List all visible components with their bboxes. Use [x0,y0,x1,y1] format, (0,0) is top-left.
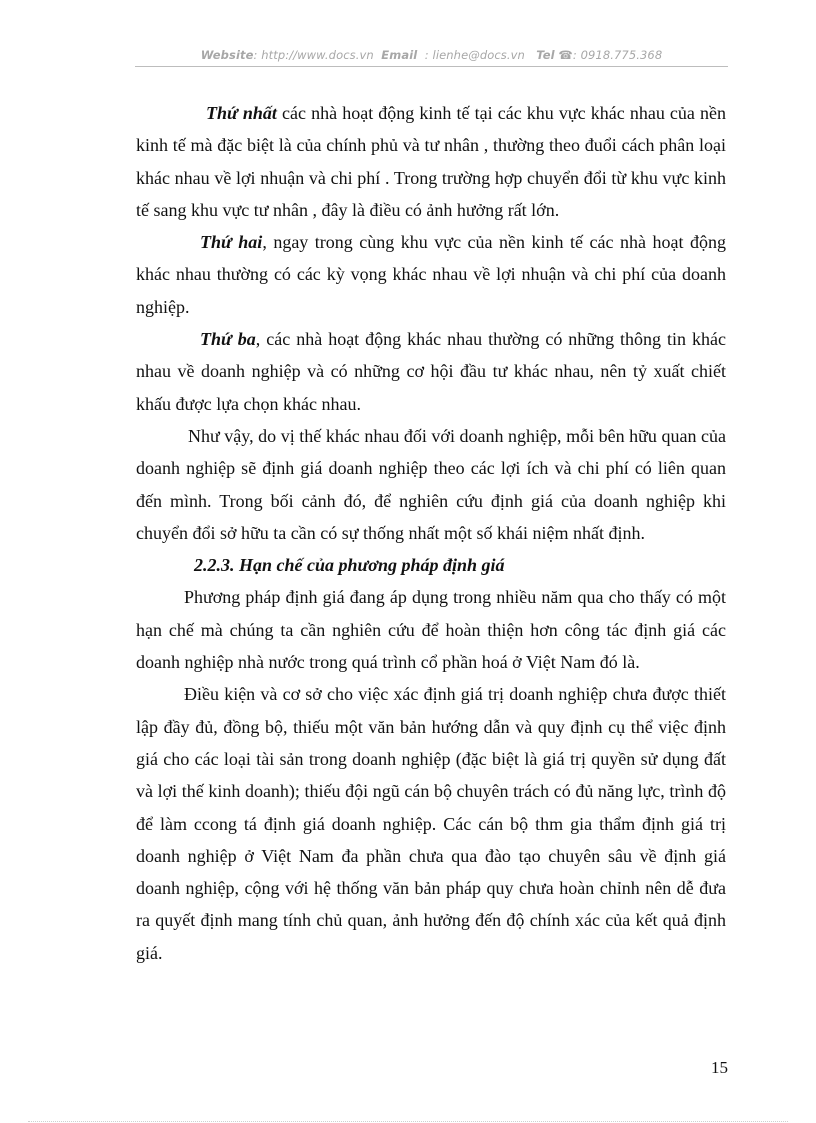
website-label: Website [200,48,254,62]
email-link[interactable]: : lienhe@docs.vn [424,48,525,62]
lead-second: Thứ hai [200,232,263,253]
paragraph-first-text: các nhà hoạt động kinh tế tại các khu vực khác nhau của nền kinh tế mà đặc biệt là của chính phủ và tư nhân , thường theo đuổi cách phân loại khác nhau về lợi nhuận và chi phí . Trong trường hợp chuyển đổi từ khu vực kinh tế sang khu vực tư nhân , đây là điều có ảnh hưởng rất lớn. [136,103,727,220]
paragraph-limitation-text: Phương pháp định giá đang áp dụng trong nhiều năm qua cho thấy có một hạn chế mà chúng ta cần nghiên cứu để hoàn thiện hơn công tác định giá các doanh nghiệp nhà nước trong quá trình cổ phần hoá ở Việt Nam đó là. [136,587,726,673]
paragraph-first [136,97,726,226]
paragraph-limitation [136,581,726,678]
website-link[interactable]: : http://www.docs.vn [253,48,374,62]
paragraph-second [136,226,726,323]
paragraph-third [136,323,726,420]
paragraph-third-text: , các nhà hoạt động khác nhau thường có những thông tin khác nhau về doanh nghiệp và có những cơ hội đầu tư khác nhau, nên tỷ xuất chiết khấu được lựa chọn khác nhau. [136,329,726,414]
page-number: 15 [711,1058,728,1077]
document-body [136,97,726,969]
page-header [135,48,728,62]
footer-divider [28,1121,788,1122]
email-label: Email [381,48,418,62]
paragraph-summary [136,420,726,549]
lead-third: Thứ ba [200,329,256,350]
section-heading: 2.2.3. Hạn chế của phương pháp định giá [194,555,505,576]
lead-first: Thứ nhất [206,103,277,123]
tel-label: Tel [536,48,555,62]
paragraph-summary-text: Như vậy, do vị thế khác nhau đối với doanh nghiệp, mỗi bên hữu quan của doanh nghiệp sẽ định giá doanh nghiệp theo các lợi ích và chi phí có liên quan đến mình. Trong bối cảnh đó, để nghiên cứu định giá của doanh nghiệp khi chuyển đổi sở hữu ta cần có sự thống nhất một số khái niệm nhất định. [136,425,726,543]
telephone-icon: ☎ [558,48,573,62]
paragraph-conditions-text: Điều kiện và cơ sở cho việc xác định giá trị doanh nghiệp chưa được thiết lập đầy đủ, đồng bộ, thiếu một văn bản hướng dẫn và quy định cụ thể việc định giá cho các loại tài sản trong doanh nghiệp (đặc biệt là giá trị quyền sử dụng đất và lợi thế kinh doanh); thiếu đội ngũ cán bộ chuyên trách có đủ năng lực, trình độ để làm ccong tá định giá doanh nghiệp. Các cán bộ thm gia thẩm định giá trị doanh nghiệp ở Việt Nam đa phần chưa qua đào tạo chuyên sâu về định giá doanh nghiệp, cộng với hệ thống văn bản pháp quy chưa hoàn chỉnh nên dễ đưa ra quyết định mang tính chủ quan, ảnh hưởng đến độ chính xác của kết quả định giá. [136,684,726,963]
tel-number: : 0918.775.368 [572,48,663,62]
paragraph-second-text: , ngay trong cùng khu vực của nền kinh tế các nhà hoạt động khác nhau thường có các kỳ vọng khác nhau về lợi nhuận và chi phí của doanh nghiệp. [136,232,726,317]
header-divider [135,66,728,67]
paragraph-conditions [136,678,726,969]
